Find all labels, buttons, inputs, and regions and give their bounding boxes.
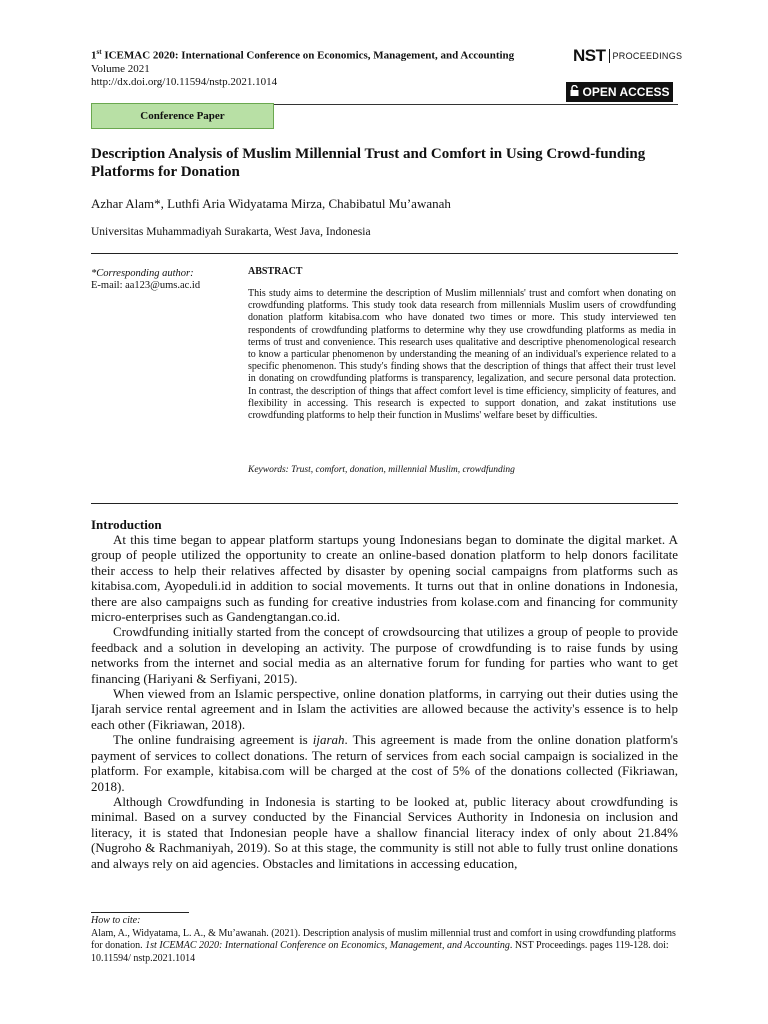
paragraph: At this time began to appear platform startups young Indonesians began to dominate the digital market. A group of people utilized the opportunity to create an online-based donation platform to help donors facilitate their access to help their relatives affected by disaster by opening social campaigns from platforms such as kitabisa.com, Ayopeduli.id in addition to social movements. It turns out that in online donations in Indonesia, there are also campaigns such as funding for creative industries from kolase.com and financing for community micro-enterprises such as Gandengtangan.co.id.	[91, 532, 678, 625]
corresponding-author: *Corresponding author: E-mail: aa123@ums.ac.id	[91, 268, 201, 291]
citation-text: Alam, A., Widyatama, L. A., & Mu’awanah. (2021). Description analysis of muslim millennial trust and comfort in using crowdfunding platforms for donation. 1st ICEMAC 2020: International Conference on Economics, Management, and Accounting. NST Proceedings. pages 119-128. doi: 10.11594/ nstp.2021.1014	[91, 927, 676, 964]
conference-title: 1st ICEMAC 2020: International Conference on Economics, Management, and Accounting	[91, 48, 515, 62]
authors: Azhar Alam*, Luthfi Aria Widyatama Mirza, Chabibatul Mu’awanah	[91, 196, 451, 211]
divider	[91, 253, 678, 254]
paper-title: Description Analysis of Muslim Millennial Trust and Comfort in Using Crowd-funding Platforms for Donation	[91, 146, 646, 180]
footnote-rule	[91, 912, 189, 913]
paper-type-label: Conference Paper	[91, 103, 274, 129]
open-access-badge: OPEN ACCESS	[566, 82, 673, 102]
doi-link[interactable]: http://dx.doi.org/10.11594/nstp.2021.1014	[91, 75, 278, 88]
volume: Volume 2021	[91, 62, 150, 75]
abstract-heading: ABSTRACT	[248, 266, 303, 277]
paragraph: Although Crowdfunding in Indonesia is starting to be looked at, public literacy about crowdfunding is minimal. Based on a survey conducted by the Financial Services Authority in Indonesia on inclusion and literacy, it is stated that Indonesian people have a shallow financial literacy index of only about 21.84% (Nugroho & Rachmaniyah, 2019). So at this stage, the community is still not able to fully trust online donations and always rely on aid agencies. Obstacles and limitations in accessing education,	[91, 793, 678, 871]
nst-proceedings-logo: NST PROCEEDINGS	[573, 46, 683, 65]
section-heading-introduction: Introduction	[91, 517, 162, 532]
paragraph: The online fundraising agreement is ijarah. This agreement is made from the online donation platform's payment of services to collect donations. The return of services from each social campaign is socialized in the platform. For example, kitabisa.com will be charged at the cost of 5% of the donations collected (Fikriawan, 2018).	[91, 732, 678, 794]
introduction-body	[91, 532, 678, 871]
citation-footnote: How to cite: Alam, A., Widyatama, L. A., & Mu’awanah. (2021). Description analysis of muslim millennial trust and comfort in using crowdfunding platforms for donation. 1st ICEMAC 2020: International Conference on Economics, Management, and Accounting. NST Proceedings. pages 119-128. doi: 10.11594/ nstp.2021.1014	[91, 915, 678, 965]
paragraph: Crowdfunding initially started from the concept of crowdsourcing that utilizes a group of people to provide feedback and a solution in developing an activity. The purpose of crowdfunding is to raise funds by using networks from the internet and social media as an alternative forum for funding for parties who want to get financing (Hariyani & Serfiyani, 2015).	[91, 624, 678, 686]
keywords: Keywords: Trust, comfort, donation, millennial Muslim, crowdfunding	[248, 465, 515, 475]
paragraph: When viewed from an Islamic perspective, online donation platforms, in carrying out their duties using the Ijarah service rental agreement and in Islam the activities are allowed because the activity's essence is to help each other (Fikriawan, 2018).	[91, 686, 678, 732]
lock-open-icon	[570, 85, 579, 99]
abstract-text: This study aims to determine the description of Muslim millennials' trust and comfort when donating on crowdfunding platforms. This study took data research from millennials Muslim users of crowdfunding donation platform kitabisa.com who have donated two times or more. This study interviewed ten respondents of crowdfunding platforms to determine why they use crowdfunding platforms as media in terms of trust and convenience. This research uses qualitative and descriptive phenomenological research to know a particular phenomenon by understanding the meaning of an individual's experience related to a specific phenomenon. This study's finding shows that the description of things that affect their trust level in donating on crowdfunding platforms is transparency, legalization, and secure personal data protection. In contrast, the description of things that affect comfort level is time efficiency, simplicity of features, and flexibility in accessing. This research is expected to support donation, and zakat institutions use crowdfunding platforms to help their function in Muslims' welfare beset by difficulties.	[248, 288, 676, 422]
journal-header	[91, 46, 514, 89]
affiliation: Universitas Muhammadiyah Surakarta, West Java, Indonesia	[91, 226, 371, 238]
divider	[91, 503, 678, 504]
email[interactable]: E-mail: aa123@ums.ac.id	[91, 280, 201, 291]
